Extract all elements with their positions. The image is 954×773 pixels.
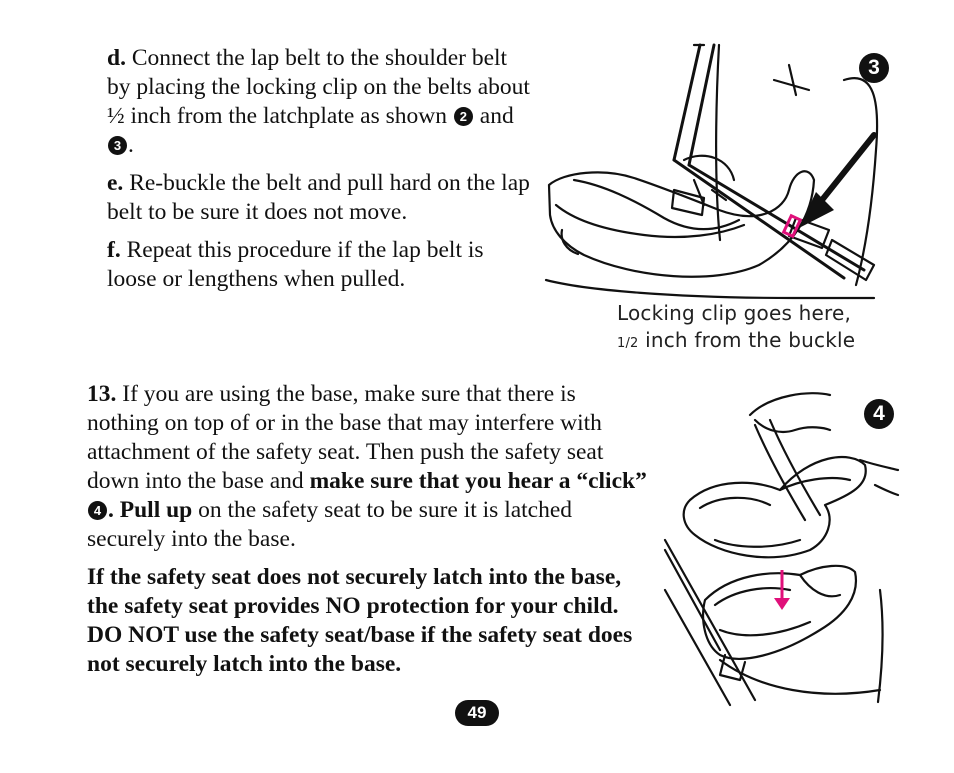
page-number: 49 xyxy=(455,700,499,726)
figure-4-illustration xyxy=(660,390,900,708)
step-d-paragraph xyxy=(107,44,532,160)
caption-line-1: Locking clip goes here, xyxy=(617,301,852,325)
warning-paragraph xyxy=(87,563,642,679)
figure-3-illustration xyxy=(544,40,894,300)
figure-ref-4: 4 xyxy=(88,501,107,520)
step-e-paragraph xyxy=(107,169,537,227)
figure-ref-3: 3 xyxy=(108,136,127,155)
step-13-bold-1: make sure that you hear a “click” xyxy=(309,468,647,494)
step-e-label: e. xyxy=(107,170,124,196)
step-d-text-2: and xyxy=(473,103,514,129)
warning-text: If the safety seat does not securely latch into the base, the safety seat provides NO protection for your child. DO NOT use the safety seat/base if the safety seat does not securely latch into the base. xyxy=(87,564,633,677)
step-13-text-1: If you are using the base, make sure that there is nothing on top of or in the base that may interfere with attachment of the safety seat. Then push the safety seat down into the base and xyxy=(87,381,604,494)
figure-ref-2: 2 xyxy=(454,107,473,126)
caption-fraction: 1/2 xyxy=(617,336,639,351)
step-e-text: Re-buckle the belt and pull hard on the lap belt to be sure it does not move. xyxy=(107,170,530,225)
step-f-text: Repeat this procedure if the lap belt is loose or lengthens when pulled. xyxy=(107,237,484,292)
figure-4-badge: 4 xyxy=(864,399,894,429)
step-d-label: d. xyxy=(107,45,126,71)
caption-line-2-text: inch from the buckle xyxy=(638,328,856,352)
step-d-text-3: . xyxy=(128,132,134,158)
step-13-bold-2: . Pull up xyxy=(108,497,193,523)
step-13-paragraph xyxy=(87,380,652,554)
caption-line-2 xyxy=(617,327,887,357)
figure-3-badge: 3 xyxy=(859,53,889,83)
step-f-label: f. xyxy=(107,237,121,263)
step-13-text-2: on the safety seat to be sure it is latched securely into the base. xyxy=(87,497,573,552)
step-f-paragraph xyxy=(107,236,527,294)
step-d-text-1: Connect the lap belt to the shoulder belt by placing the locking clip on the belts about ½ inch from the latchplate as shown xyxy=(107,45,530,129)
figure-3-caption xyxy=(617,300,887,357)
step-13-label: 13. xyxy=(87,381,117,407)
